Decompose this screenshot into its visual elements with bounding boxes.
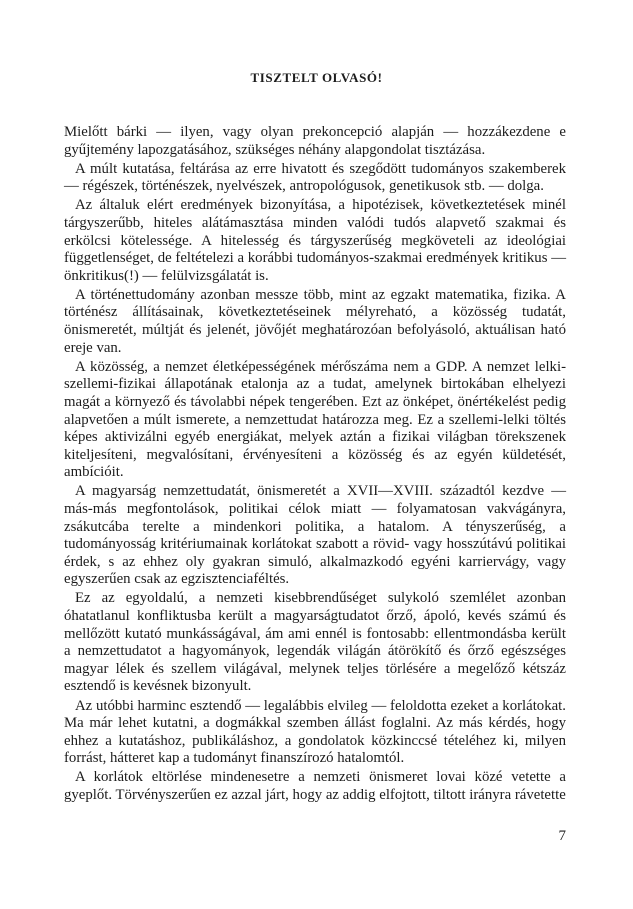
paragraph: Az utóbbi harminc esztendő — legalábbis elvileg — feloldotta ezeket a korlátokat. Ma már lehet kutatni, a dogmákkal szemben állást foglalni. Az más kérdés, hogy ehhez a kutatáshoz, publikáláshoz, a gondolatok közkinccsé tételéhez ki, milyen forrást, hátteret kap a tudományt finanszírozó hatalomtól. [64, 697, 566, 767]
page-number: 7 [558, 828, 566, 844]
paragraph: A korlátok eltörlése mindenesetre a nemzeti önismeret lovai közé vetette a gyeplőt. Törvényszerűen ez azzal járt, hogy az addig elfojtott, tiltott irányra rávetette [64, 769, 566, 803]
paragraph: A múlt kutatása, feltárása az erre hivatott és szegődött tudományos szakemberek — régészek, történészek, nyelvészek, antropológusok, genetikusok stb. — dolga. [64, 160, 566, 195]
paragraph: Ez az egyoldalú, a nemzeti kisebbrendűséget sulykoló szemlélet azonban óhatatlanul konfliktusba került a magyarságtudatot őrző, ápoló, kevés számú és mellőzött kutató munkásságával, ám ami ennél is fontosabb: ellentmondásba került a nemzettudatot a hagyományok, legendák világán átörökítő és őrző egészséges magyar lélek és szellem világával, melynek teljes törlésére a megelőző kétszáz esztendő is kevésnek bizonyult. [64, 590, 566, 695]
paragraph: A történettudomány azonban messze több, mint az egzakt matematika, fizika. A történész állításainak, következtetéseinek mélyreható, a közösség tudatát, önismeretét, múltját és jelenét, jövőjét meghatározóan befolyásoló, aktuálisan ható ereje van. [64, 286, 566, 356]
body-text [64, 124, 566, 806]
page-title: TISZTELT OLVASÓ! [250, 70, 383, 85]
paragraph: Mielőtt bárki — ilyen, vagy olyan prekoncepció alapján — hozzákezdene e gyűjtemény lapozgatásához, szükséges néhány alapgondolat tisztázása. [64, 124, 566, 158]
paragraph: Az általuk elért eredmények bizonyítása, a hipotézisek, következtetések minél tárgyszerűbb, hiteles alátámasztása minden valódi tudós alapvető szakmai és erkölcsi kötelessége. A hitelesség és tárgyszerűség megköveteli az ideológiai függetlenséget, de feltételezi a korábbi tudományos-szakmai eredmények kritikus — önkritikus(!) — felülvizsgálatát is. [64, 197, 566, 284]
paragraph: A közösség, a nemzet életképességének mérőszáma nem a GDP. A nemzet lelki-szellemi-fizikai állapotának etalonja az a tudat, amelynek birtokában elhelyezi magát a környező és távolabbi népek tengerében. Ezt az önképet, önértékelést pedig alapvetően a múlt ismerete, a nemzettudat határozza meg. Ez a szellemi-lelki töltés képes aktivizálni egyéb energiákat, melyek aztán a fizikai világban törekszenek kiteljesíteni, megvalósítani, érvényesíteni a közösség és az egyén küldetését, ambícióit. [64, 358, 566, 481]
paragraph: A magyarság nemzettudatát, önismeretét a XVII—XVIII. századtól kezdve — más-más megfontolások, politikai célok miatt — folyamatosan vakvágányra, zsákutcába terelte a mindenkori politika, a hatalom. A tényszerűség, a tudományosság kritériumainak korlátokat szabott a rövid- vagy hosszútávú politikai érdek, s az ehhez oly gyakran simuló, alkalmazkodó egyéni karriervágy, vagy egyszerűen csak az egzisztenciaféltés. [64, 483, 566, 588]
